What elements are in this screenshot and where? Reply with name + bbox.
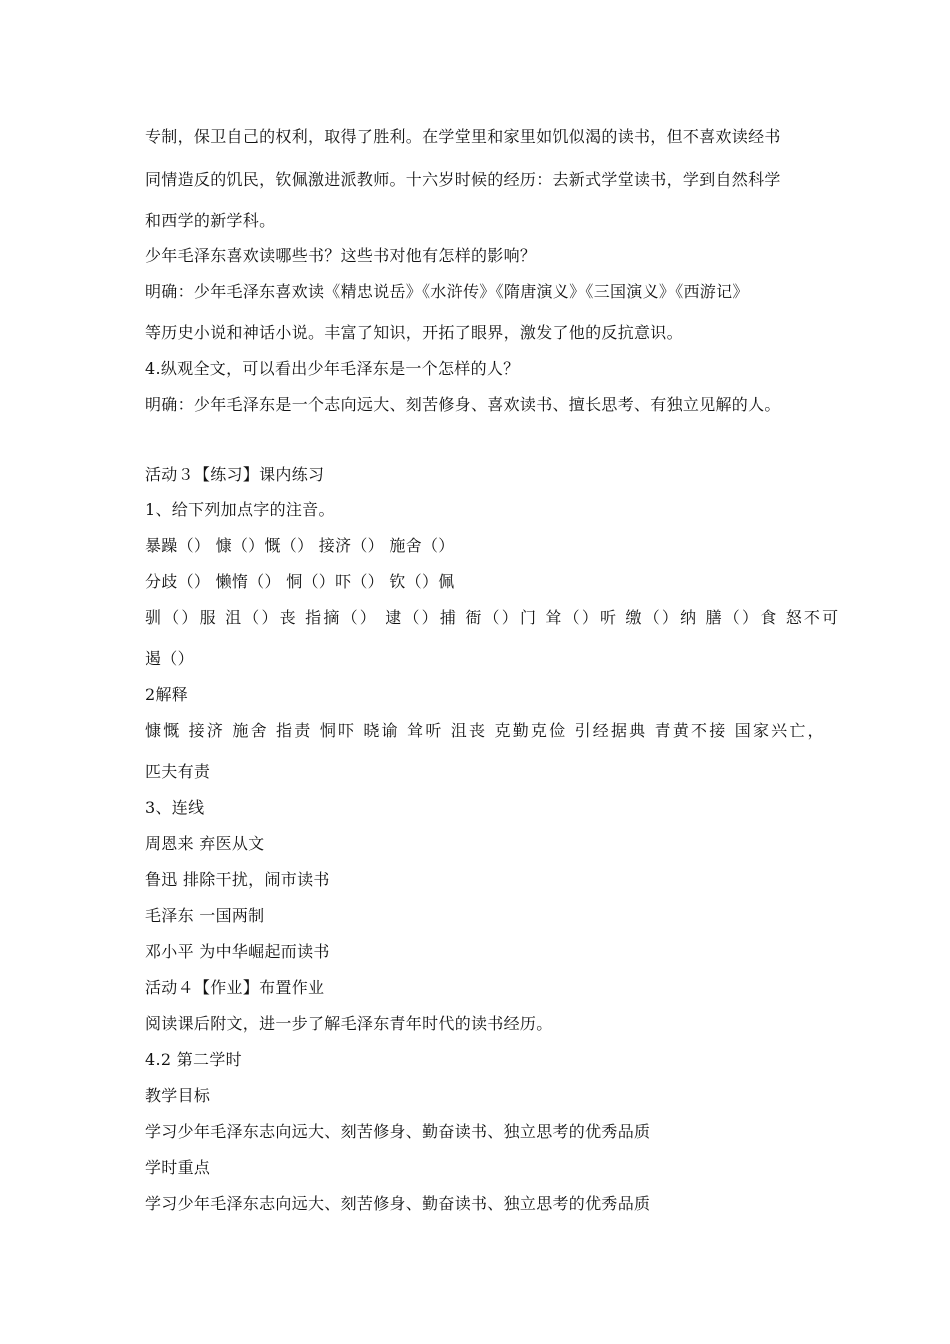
exercise-line: 遏（） [145,649,194,668]
exercise-line: 暴躁（） 慷（）慨（） 接济（） 施舍（） [145,536,455,555]
answer-line: 明确：少年毛泽东喜欢读《精忠说岳》《水浒传》《隋唐演义》《三国演义》《西游记》 [145,282,749,301]
matching-line: 毛泽东 一国两制 [145,906,265,925]
body-text-line: 阅读课后附文，进一步了解毛泽东青年时代的读书经历。 [145,1014,553,1033]
section-heading: 4.2 第二学时 [145,1050,242,1069]
exercise-line: 慷慨 接济 施舍 指责 恫吓 晓谕 耸听 沮丧 克勤克俭 引经据典 青黄不接 国家兴亡， [145,721,826,740]
exercise-heading: 3、连线 [145,798,205,817]
exercise-line: 匹夫有责 [145,762,211,781]
exercise-line: 分歧（） 懒惰（） 恫（）吓（） 钦（）佩 [145,572,455,591]
body-text-line: 同情造反的饥民，钦佩激进派教师。十六岁时候的经历：去新式学堂读书，学到自然科学 [145,170,781,189]
matching-line: 邓小平 为中华崛起而读书 [145,942,330,961]
exercise-line: 驯（）服 沮（）丧 指摘（） 逮（）捕 衙（）门 耸（）听 缴（）纳 膳（）食 怒不可 [145,608,841,627]
body-text-line: 学习少年毛泽东志向远大、刻苦修身、勤奋读书、独立思考的优秀品质 [145,1122,651,1141]
body-text-line: 等历史小说和神话小说。丰富了知识，开拓了眼界，激发了他的反抗意识。 [145,323,683,342]
matching-line: 鲁迅 排除干扰，闹市读书 [145,870,330,889]
body-text-line: 专制，保卫自己的权利，取得了胜利。在学堂里和家里如饥似渴的读书，但不喜欢读经书 [145,127,781,146]
question-line: 少年毛泽东喜欢读哪些书？这些书对他有怎样的影响？ [145,246,537,265]
body-text-line: 和西学的新学科。 [145,211,276,230]
body-text-line: 学习少年毛泽东志向远大、刻苦修身、勤奋读书、独立思考的优秀品质 [145,1194,651,1213]
exercise-heading: 1、给下列加点字的注音。 [145,500,335,519]
matching-line: 周恩来 弃医从文 [145,834,265,853]
question-line: 4.纵观全文，可以看出少年毛泽东是一个怎样的人？ [145,359,520,378]
activity-heading: 活动４【作业】布置作业 [145,978,325,997]
section-heading: 教学目标 [145,1086,211,1105]
answer-line: 明确：少年毛泽东是一个志向远大、刻苦修身、喜欢读书、擅长思考、有独立见解的人。 [145,395,781,414]
section-heading: 学时重点 [145,1158,211,1177]
activity-heading: 活动３【练习】课内练习 [145,465,325,484]
exercise-heading: 2解释 [145,685,189,704]
